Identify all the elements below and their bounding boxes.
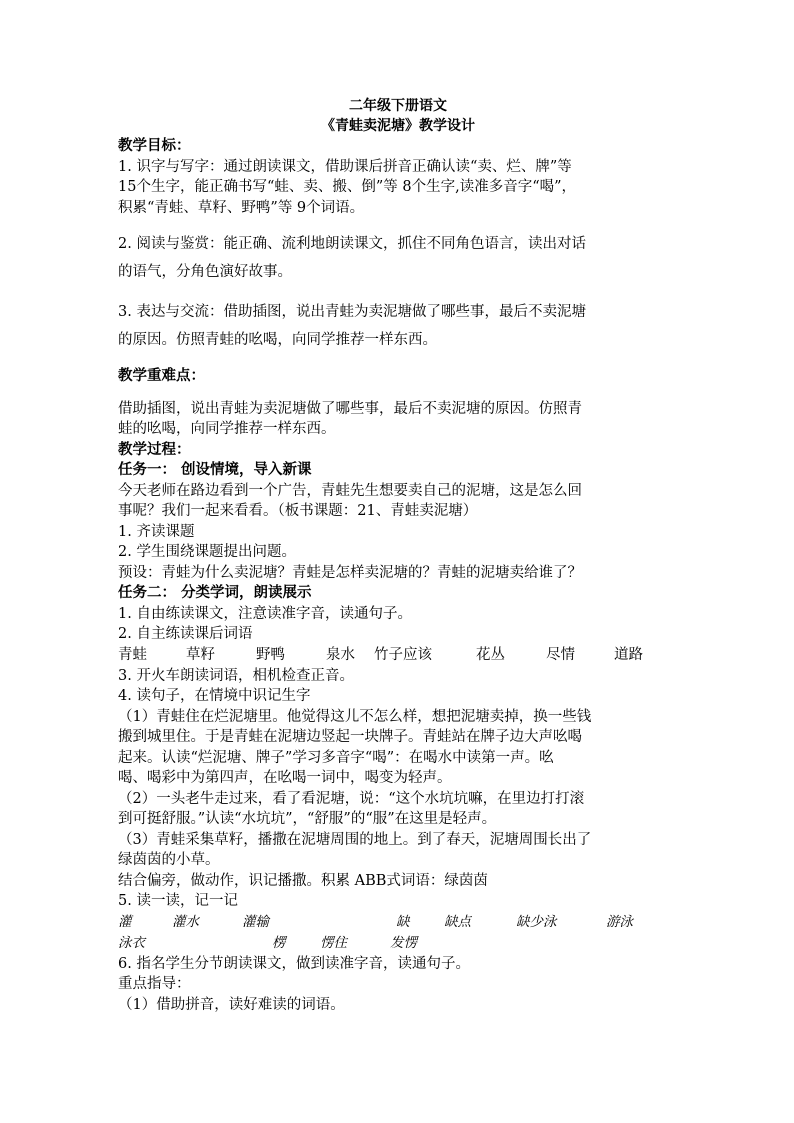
- task2-step1: 1. 自由练读课文，注意读准字音，读通句子。: [118, 605, 412, 622]
- goal2-line2: 的语气，分角色演好故事。: [118, 264, 292, 280]
- reading1-line2: 搬到城里住。于是青蛙在泥塘边竖起一块牌子。青蛙站在牌子边大声吆喝: [118, 729, 582, 745]
- goal3-line1: 3. 表达与交流：借助插图，说出青蛙为卖泥塘做了哪些事，最后不卖泥塘: [118, 304, 586, 320]
- read-word: 楞: [272, 934, 286, 951]
- reading3-line2: 绿茵茵的小草。: [118, 852, 220, 868]
- goal1-line3: 积累“青蛙、草籽、野鸭”等 9个词语。: [118, 199, 365, 216]
- word-list-row: [118, 645, 678, 666]
- reading1-line1: （1）青蛙住在烂泥塘里。他觉得这儿不怎么样，想把泥塘卖掉，换一些钱: [118, 708, 592, 725]
- read-row-1: [118, 912, 678, 933]
- word-item: 花丛: [476, 646, 505, 663]
- document-page: [118, 96, 678, 1015]
- reading1-line4: 喝、喝彩中为第四声，在吆喝一词中，喝变为轻声。: [118, 770, 452, 786]
- task1-step1: 1. 齐读课题: [118, 523, 195, 540]
- focus-heading: 重点指导：: [118, 976, 191, 992]
- doc-lesson-title: 《青蛙卖泥塘》教学设计: [321, 118, 475, 134]
- read-word: 发愣: [390, 934, 417, 951]
- read-word: 游泳: [606, 913, 633, 930]
- doc-grade-title: 二年级下册语文: [349, 98, 447, 114]
- read-word: 灌输: [242, 913, 269, 930]
- task2-step3: 3. 开火车朗读词语，相机检查正音。: [118, 667, 354, 684]
- task1-preset: 预设：青蛙为什么卖泥塘？青蛙是怎样卖泥塘的？青蛙的泥塘卖给谁了？: [118, 564, 582, 581]
- key-line1: 借助插图，说出青蛙为卖泥塘做了哪些事，最后不卖泥塘的原因。仿照青: [118, 400, 582, 417]
- word-item: 泉水: [326, 646, 355, 663]
- task2-step2: 2. 自主练读课后词语: [118, 626, 253, 642]
- read-word: 缺少泳: [516, 913, 557, 930]
- task2-step5: 5. 读一读，记一记: [118, 893, 238, 909]
- word-item: 竹子应该: [374, 646, 432, 663]
- reading2-line1: （2）一头老牛走过来，看了看泥塘，说：“这个水坑坑嘛，在里边打打滚: [118, 790, 585, 807]
- reading2-line2: 到可挺舒服。”认读“水坑坑”，“舒服”的“服”在这里是轻声。: [118, 811, 497, 827]
- task1-heading: 任务一： 创设情境，导入新课: [118, 461, 312, 478]
- reading3-line3: 结合偏旁，做动作，识记播撒。积累 ABB式词语：绿茵茵: [118, 872, 488, 889]
- read-word: 灌水: [172, 913, 199, 930]
- task1-line1: 今天老师在路边看到一个广告，青蛙先生想要卖自己的泥塘，这是怎么回: [118, 482, 582, 499]
- word-item: 道路: [614, 646, 643, 663]
- read-word: 缺: [396, 913, 410, 930]
- reading1-line3: 起来。认读“烂泥塘、牌子”学习多音字“喝”：在喝水中读第一声。吆: [118, 749, 554, 766]
- read-word: 泳衣: [118, 934, 145, 951]
- reading3-line1: （3）青蛙采集草籽，播撒在泥塘周围的地上。到了春天，泥塘周围长出了: [118, 831, 592, 848]
- task1-step2: 2. 学生围绕课题提出问题。: [118, 544, 296, 560]
- goal1-line2: 15个生字，能正确书写“蛙、卖、搬、倒”等 8个生字,读准多音字“喝”，: [118, 179, 577, 195]
- goal2-line1: 2. 阅读与鉴赏：能正确、流利地朗读课文，抓住不同角色语言，读出对话: [118, 236, 586, 252]
- task2-heading: 任务二： 分类学词，朗读展示: [118, 584, 312, 601]
- read-word: 灌: [118, 913, 132, 930]
- word-item: 青蛙: [118, 646, 147, 663]
- read-row-2: [118, 933, 678, 954]
- read-word: 愣住: [320, 934, 347, 951]
- task2-step6: 6. 指名学生分节朗读课文，做到读准字音，读通句子。: [118, 955, 470, 972]
- word-item: 野鸭: [256, 646, 285, 663]
- task2-step4: 4. 读句子，在情境中识记生字: [118, 688, 311, 704]
- goals-heading: 教学目标：: [118, 137, 191, 154]
- focus-item-1: （1）借助拼音，读好难读的词语。: [118, 996, 345, 1013]
- key-heading: 教学重难点：: [118, 367, 205, 384]
- goal1-line1: 1. 识字与写字：通过朗读课文，借助课后拼音正确认读“卖、烂、牌”等: [118, 158, 572, 175]
- goal3-line2: 的原因。仿照青蛙的吆喝，向同学推荐一样东西。: [118, 332, 437, 348]
- word-item: 草籽: [186, 646, 215, 663]
- read-word: 缺点: [444, 913, 471, 930]
- process-heading: 教学过程：: [118, 440, 191, 458]
- word-item: 尽情: [546, 646, 575, 663]
- task1-line2: 事呢？我们一起来看看。（板书课题：21、青蛙卖泥塘）: [118, 503, 478, 519]
- key-line2: 蛙的吆喝，向同学推荐一样东西。: [118, 421, 336, 437]
